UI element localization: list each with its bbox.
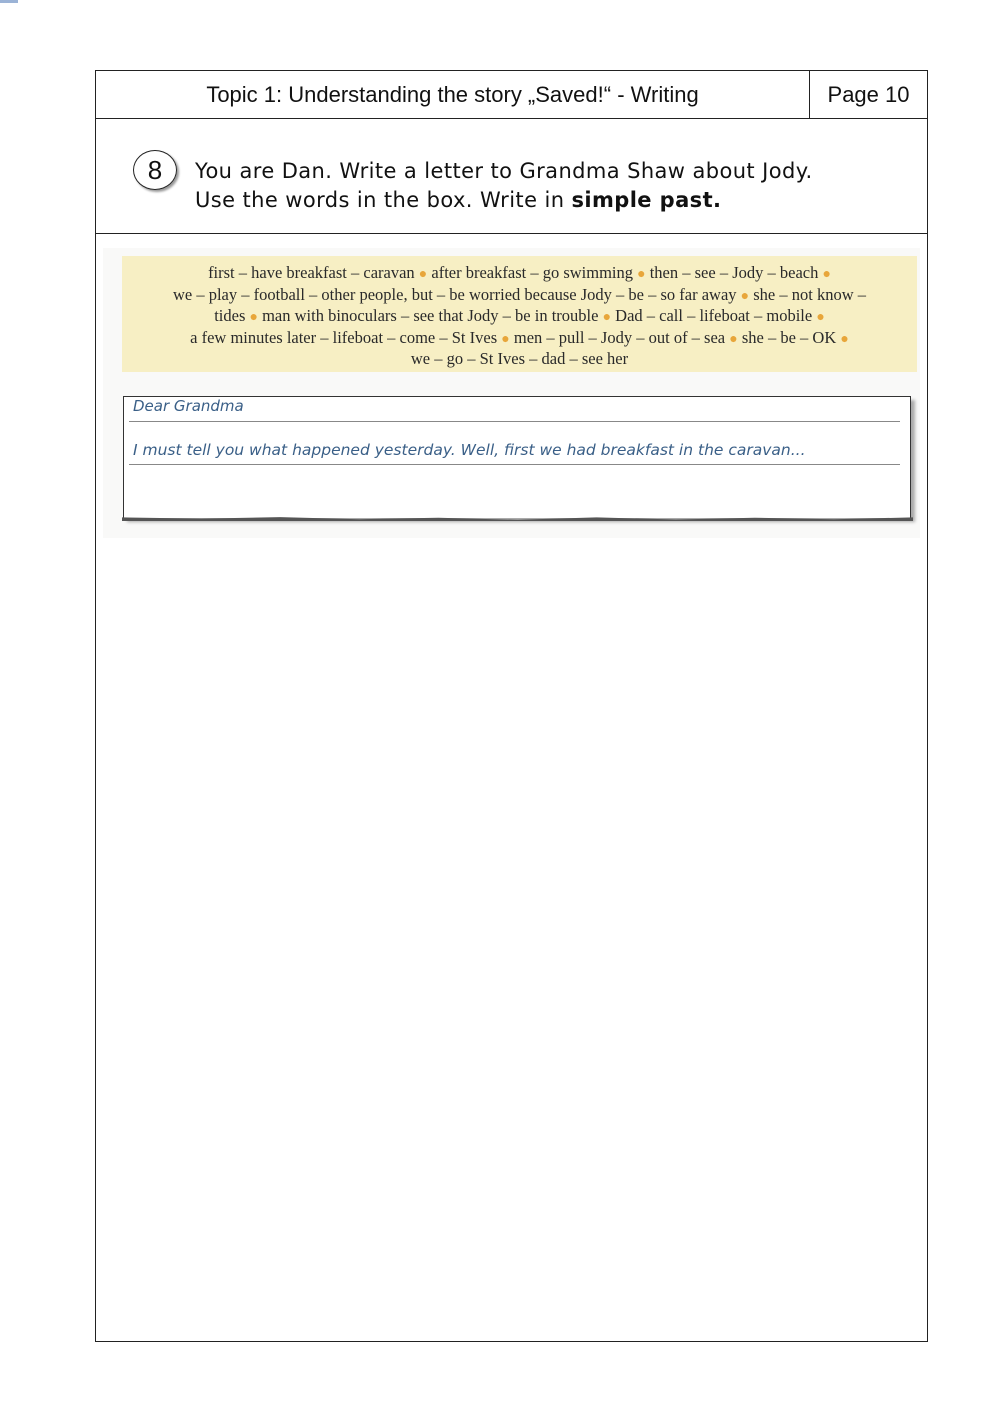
instruction-emphasis: simple past. (571, 188, 722, 212)
word-box-line (122, 327, 917, 349)
separator-dot-icon: ● (822, 267, 831, 282)
ruled-line (129, 464, 900, 465)
task-number-circle: 8 (133, 150, 177, 190)
letter-greeting: Dear Grandma (133, 397, 244, 415)
word-box-line (122, 284, 917, 306)
worksheet (95, 70, 928, 1342)
separator-dot-icon: ● (840, 331, 849, 347)
separator-dot-icon: ● (249, 310, 258, 325)
word-phrase: tides (214, 306, 246, 325)
topic-title: Topic 1: Understanding the story „Saved!“ - Writing (96, 71, 810, 118)
ruled-line (129, 421, 900, 422)
letter-first-line: I must tell you what happened yesterday. Well, first we had breakfast in the caravan... (133, 441, 806, 459)
word-phrase: after breakfast – go swimming (431, 263, 633, 282)
separator-dot-icon: ● (418, 267, 428, 282)
word-box-line (122, 348, 917, 370)
separator-dot-icon: ● (501, 331, 510, 347)
scanned-exercise (103, 248, 920, 538)
word-box (122, 256, 917, 372)
word-phrase: Dad – call – lifeboat – mobile (615, 306, 813, 325)
separator-dot-icon: ● (740, 288, 750, 304)
task-row (96, 119, 927, 234)
word-phrase: she – not know – (753, 284, 867, 304)
instruction-line-2 (195, 186, 915, 215)
letter-card (123, 396, 911, 518)
word-box-line (122, 262, 917, 284)
separator-dot-icon: ● (729, 331, 738, 347)
separator-dot-icon: ● (637, 267, 646, 282)
corner-mark (0, 0, 18, 3)
header-row (96, 71, 927, 119)
word-phrase: first – have breakfast – caravan (208, 263, 415, 282)
word-phrase: a few minutes later – lifeboat – come – St Ives (190, 327, 498, 347)
word-phrase: she – be – OK (741, 327, 837, 347)
separator-dot-icon: ● (816, 310, 825, 325)
word-box-line (122, 305, 917, 327)
word-phrase: man with binoculars – see that Jody – be in trouble (262, 306, 599, 325)
instruction-line-1: You are Dan. Write a letter to Grandma Shaw about Jody. (195, 159, 813, 183)
word-phrase: men – pull – Jody – out of – sea (513, 327, 726, 347)
task-instructions (195, 157, 915, 215)
word-phrase: we – play – football – other people, but – be worried because Jody – be – so far away (172, 284, 737, 304)
word-phrase: we – go – St Ives – dad – see her (410, 349, 629, 368)
instruction-line-2-text: Use the words in the box. Write in (195, 188, 572, 212)
word-phrase: then – see – Jody – beach (649, 263, 819, 282)
page-number: Page 10 (827, 81, 910, 107)
separator-dot-icon: ● (602, 310, 612, 325)
